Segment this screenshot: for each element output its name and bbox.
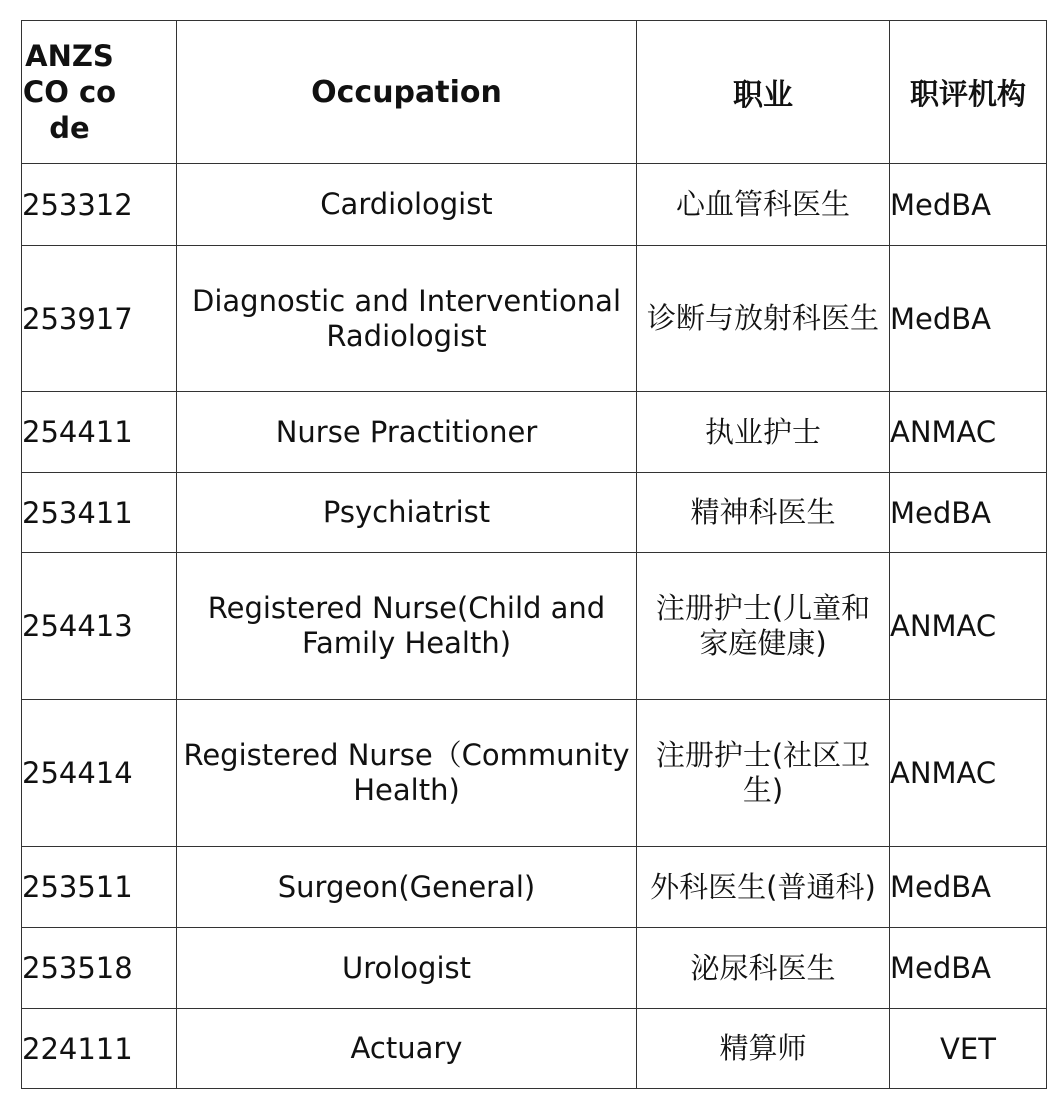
- table-row: [22, 700, 1047, 847]
- assessing-body-cell: MedBA: [890, 473, 1047, 553]
- assessing-body-cell: MedBA: [890, 164, 1047, 246]
- assessing-body-cell: MedBA: [890, 928, 1047, 1009]
- table-row: [22, 847, 1047, 928]
- occupation-cell: Cardiologist: [177, 164, 637, 246]
- occupation-cell: Surgeon(General): [177, 847, 637, 928]
- anzsco-code-cell: 253511: [22, 847, 177, 928]
- assessing-body-cell: ANMAC: [890, 700, 1047, 847]
- header-assessing-body: 职评机构: [890, 21, 1047, 164]
- table-row: [22, 928, 1047, 1009]
- occupation-cell: Nurse Practitioner: [177, 392, 637, 473]
- occupation-zh-cell: 精算师: [637, 1009, 890, 1089]
- table-row: [22, 392, 1047, 473]
- occupation-zh-cell: 泌尿科医生: [637, 928, 890, 1009]
- assessing-body-cell: MedBA: [890, 847, 1047, 928]
- occupation-zh-cell: 心血管科医生: [637, 164, 890, 246]
- occupation-table: [21, 20, 1047, 1089]
- occupation-zh-cell: 诊断与放射科医生: [637, 246, 890, 392]
- assessing-body-cell: ANMAC: [890, 553, 1047, 700]
- table-row: [22, 1009, 1047, 1089]
- occupation-zh-cell: 精神科医生: [637, 473, 890, 553]
- table-row: [22, 246, 1047, 392]
- occupation-cell: Diagnostic and Interventional Radiologist: [177, 246, 637, 392]
- assessing-body-cell: MedBA: [890, 246, 1047, 392]
- table-row: [22, 473, 1047, 553]
- anzsco-code-cell: 254414: [22, 700, 177, 847]
- assessing-body-cell: ANMAC: [890, 392, 1047, 473]
- occupation-zh-cell: 执业护士: [637, 392, 890, 473]
- anzsco-code-cell: 253518: [22, 928, 177, 1009]
- occupation-cell: Urologist: [177, 928, 637, 1009]
- assessing-body-cell: VET: [890, 1009, 1047, 1089]
- header-anzsco-code: ANZSCO code: [22, 21, 177, 164]
- table-row: [22, 164, 1047, 246]
- occupation-cell: Registered Nurse（Community Health): [177, 700, 637, 847]
- anzsco-code-cell: 253411: [22, 473, 177, 553]
- table-row: [22, 553, 1047, 700]
- anzsco-code-cell: 254413: [22, 553, 177, 700]
- occupation-zh-cell: 外科医生(普通科): [637, 847, 890, 928]
- anzsco-code-cell: 224111: [22, 1009, 177, 1089]
- occupation-cell: Psychiatrist: [177, 473, 637, 553]
- anzsco-code-cell: 254411: [22, 392, 177, 473]
- occupation-cell: Registered Nurse(Child and Family Health): [177, 553, 637, 700]
- occupation-zh-cell: 注册护士(社区卫生): [637, 700, 890, 847]
- header-occupation-zh: 职业: [637, 21, 890, 164]
- occupation-cell: Actuary: [177, 1009, 637, 1089]
- table-header-row: [22, 21, 1047, 164]
- occupation-zh-cell: 注册护士(儿童和家庭健康): [637, 553, 890, 700]
- header-occupation: Occupation: [177, 21, 637, 164]
- anzsco-code-cell: 253312: [22, 164, 177, 246]
- anzsco-code-cell: 253917: [22, 246, 177, 392]
